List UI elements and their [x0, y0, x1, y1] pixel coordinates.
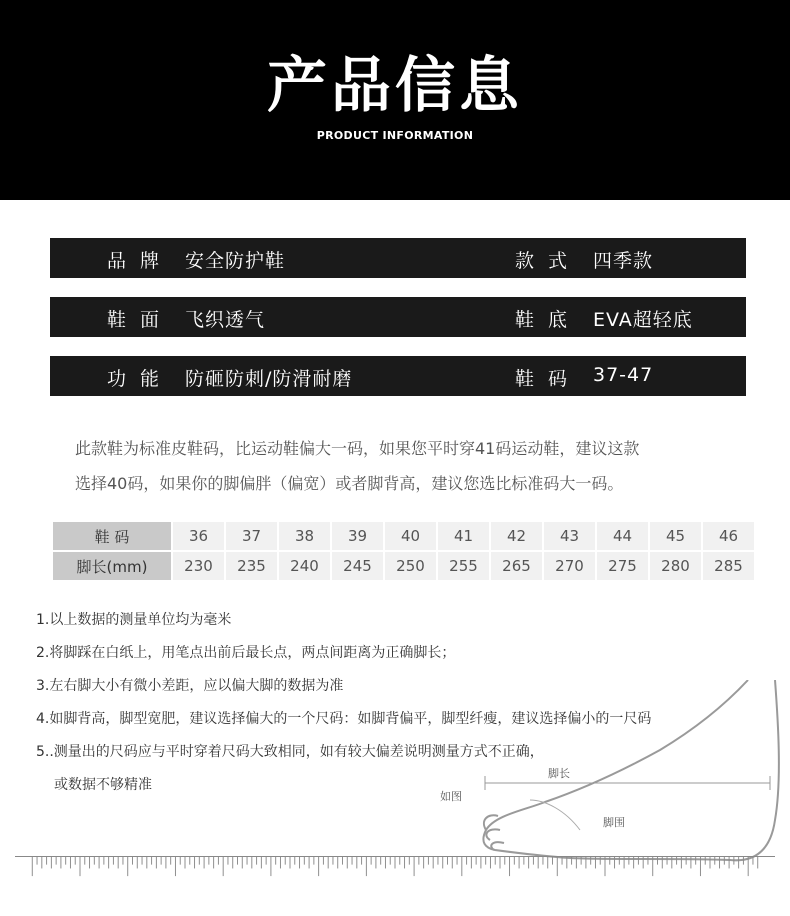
instruction-item: 1.以上数据的测量单位均为毫米: [36, 612, 232, 628]
foot-girth-label: 脚围: [603, 816, 625, 829]
spec-value: 飞织透气: [185, 309, 266, 331]
foot-length-label: 脚长: [548, 767, 570, 780]
table-cell: 37: [226, 522, 277, 550]
table-cell: 44: [597, 522, 648, 550]
table-cell: 42: [491, 522, 542, 550]
ruler-graphic: [15, 856, 775, 878]
table-cell: 250: [385, 552, 436, 580]
table-cell: 265: [491, 552, 542, 580]
spec-label: 鞋码: [515, 368, 582, 390]
instruction-item: 或数据不够精准: [54, 777, 152, 793]
instruction-item: 3.左右脚大小有微小差距，应以偏大脚的数据为准: [36, 678, 344, 694]
table-cell: 43: [544, 522, 595, 550]
spec-label: 品牌: [107, 250, 174, 272]
table-cell: 285: [703, 552, 754, 580]
foot-measure-diagram: [430, 680, 790, 880]
instruction-item: 5..测量出的尺码应与平时穿着尺码大致相同，如有较大偏差说明测量方式不正确，: [36, 744, 544, 760]
spec-label: 鞋底: [515, 309, 582, 331]
table-cell: 230: [173, 552, 224, 580]
table-cell: 46: [703, 522, 754, 550]
table-cell: 255: [438, 552, 489, 580]
table-header-length: 脚长(mm): [53, 552, 171, 580]
spec-label: 款式: [515, 250, 582, 272]
size-note-line-1: 此款鞋为标准皮鞋码，比运动鞋偏大一码，如果您平时穿41码运动鞋，建议这款: [75, 439, 640, 458]
table-cell: 280: [650, 552, 701, 580]
spec-label: 鞋面: [107, 309, 174, 331]
table-cell: 45: [650, 522, 701, 550]
table-cell: 40: [385, 522, 436, 550]
foot-outline: [483, 680, 778, 860]
spec-label: 功能: [107, 368, 174, 390]
spec-value: 37-47: [593, 364, 654, 386]
spec-value: 四季款: [593, 250, 654, 272]
spec-row-function: [50, 356, 746, 396]
size-table: [51, 520, 756, 582]
instruction-item: 4.如脚背高，脚型宽肥，建议选择偏大的一个尺码：如脚背偏平，脚型纤瘦，建议选择偏小的一尺码: [36, 711, 652, 727]
table-cell: 41: [438, 522, 489, 550]
spec-row-brand: [50, 238, 746, 278]
page-title: 产品信息: [267, 51, 523, 121]
header-banner: [0, 0, 790, 200]
spec-row-upper: [50, 297, 746, 337]
table-cell: 235: [226, 552, 277, 580]
table-cell: 275: [597, 552, 648, 580]
table-cell: 38: [279, 522, 330, 550]
table-cell: 39: [332, 522, 383, 550]
spec-value: EVA超轻底: [593, 309, 693, 331]
page-subtitle: PRODUCT INFORMATION: [316, 129, 474, 142]
spec-value: 安全防护鞋: [185, 250, 286, 272]
table-cell: 36: [173, 522, 224, 550]
example-label: 如图: [440, 790, 462, 803]
table-row: [53, 552, 754, 580]
table-header-size: 鞋 码: [53, 522, 171, 550]
table-cell: 270: [544, 552, 595, 580]
instruction-item: 2.将脚踩在白纸上，用笔点出前后最长点，两点间距离为正确脚长；: [36, 645, 456, 661]
table-cell: 245: [332, 552, 383, 580]
foot-toes: [484, 815, 504, 850]
size-note-line-2: 选择40码，如果你的脚偏胖（偏宽）或者脚背高，建议您选比标准码大一码。: [75, 474, 624, 493]
table-row: [53, 522, 754, 550]
table-cell: 240: [279, 552, 330, 580]
spec-value: 防砸防刺/防滑耐磨: [185, 368, 353, 390]
